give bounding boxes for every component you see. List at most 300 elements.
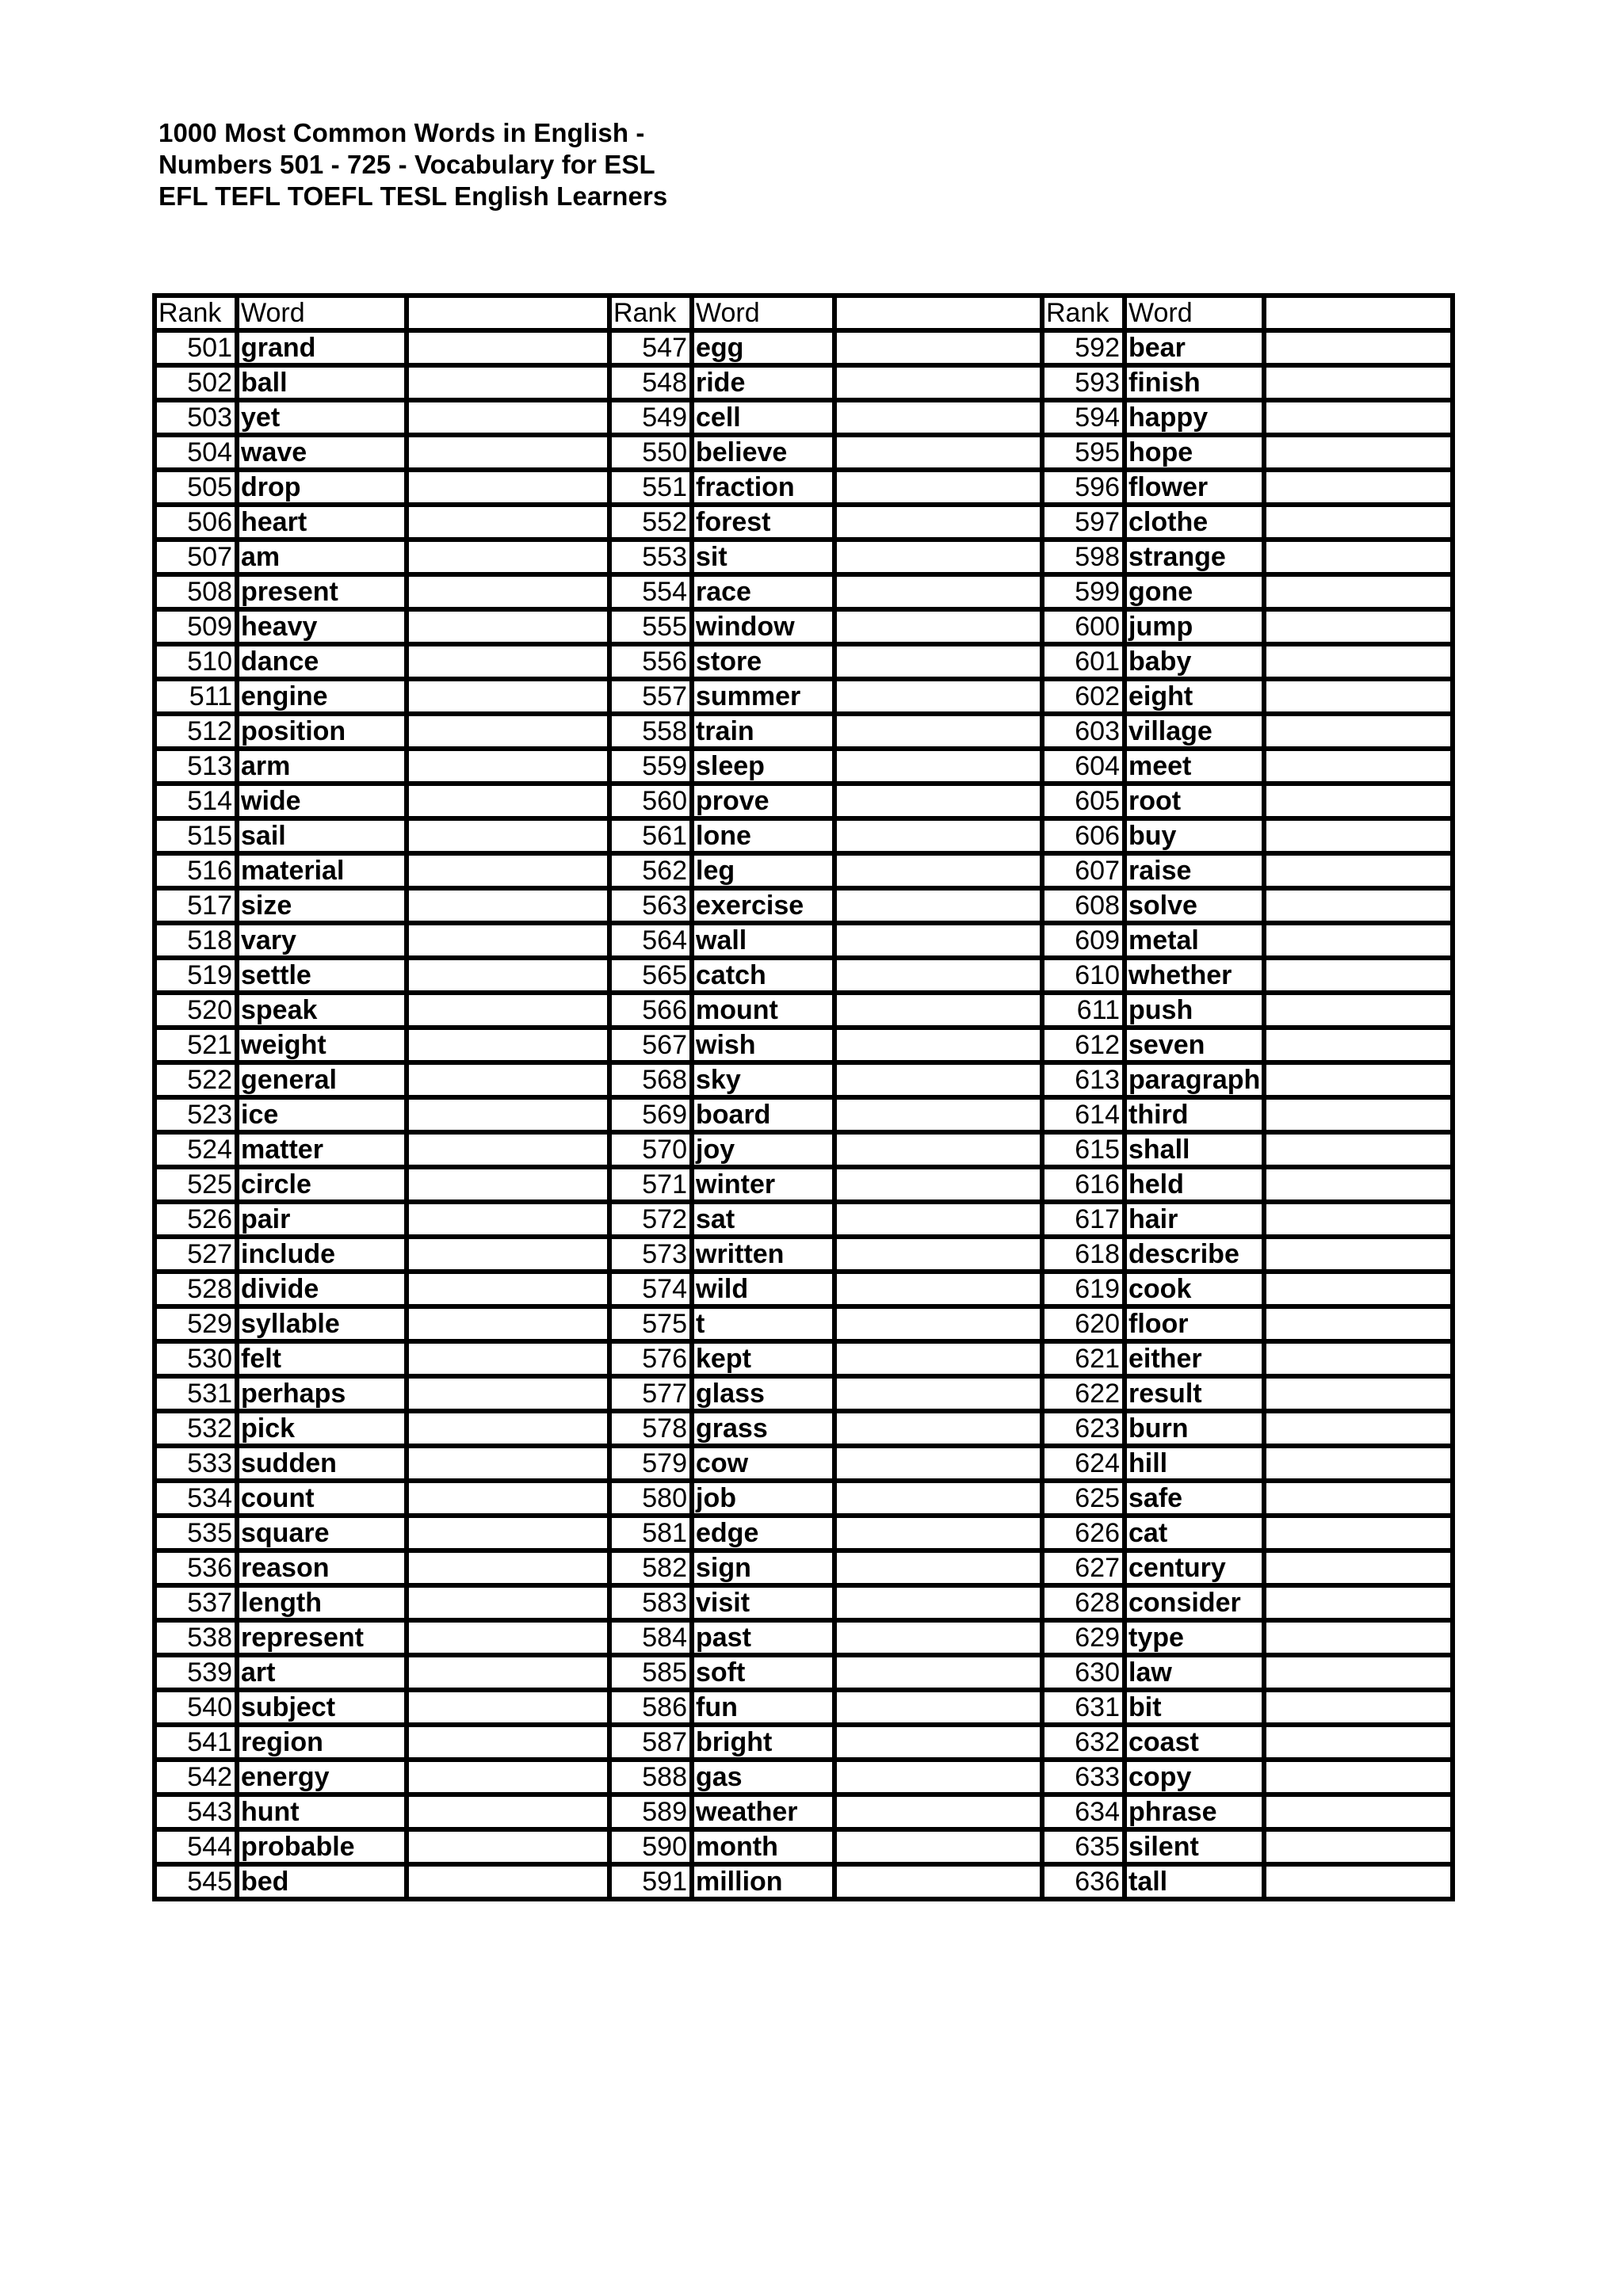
rank-cell: 597 [1042, 505, 1125, 540]
rank-cell: 633 [1042, 1760, 1125, 1794]
word-cell: eight [1125, 679, 1264, 714]
rank-cell: 513 [155, 749, 237, 784]
rank-cell: 517 [155, 888, 237, 923]
header-blank-cell [834, 296, 1042, 330]
rank-cell: 579 [609, 1446, 692, 1481]
word-cell: silent [1125, 1829, 1264, 1864]
blank-cell [834, 1725, 1042, 1760]
blank-cell [834, 1341, 1042, 1376]
rank-cell: 575 [609, 1306, 692, 1341]
rank-cell: 514 [155, 784, 237, 818]
word-cell: board [692, 1097, 834, 1132]
rank-cell: 632 [1042, 1725, 1125, 1760]
blank-cell [834, 330, 1042, 365]
rank-cell: 619 [1042, 1272, 1125, 1306]
blank-cell [1264, 470, 1453, 505]
word-cell: cat [1125, 1516, 1264, 1550]
table-row [155, 470, 1453, 505]
rank-cell: 510 [155, 644, 237, 679]
blank-cell [1264, 1306, 1453, 1341]
blank-cell [1264, 1411, 1453, 1446]
rank-cell: 515 [155, 818, 237, 853]
rank-cell: 533 [155, 1446, 237, 1481]
rank-cell: 550 [609, 435, 692, 470]
blank-cell [834, 1028, 1042, 1062]
word-cell: hope [1125, 435, 1264, 470]
blank-cell [834, 1690, 1042, 1725]
rank-cell: 559 [609, 749, 692, 784]
table-row [155, 1516, 1453, 1550]
word-cell: written [692, 1237, 834, 1272]
word-cell: store [692, 644, 834, 679]
rank-cell: 606 [1042, 818, 1125, 853]
table-row [155, 923, 1453, 958]
word-cell: joy [692, 1132, 834, 1167]
blank-cell [834, 818, 1042, 853]
blank-cell [407, 1097, 609, 1132]
blank-cell [1264, 540, 1453, 574]
rank-cell: 522 [155, 1062, 237, 1097]
word-cell: believe [692, 435, 834, 470]
word-cell: represent [237, 1620, 407, 1655]
table-row [155, 400, 1453, 435]
blank-cell [834, 1132, 1042, 1167]
rank-cell: 501 [155, 330, 237, 365]
rank-cell: 576 [609, 1341, 692, 1376]
rank-cell: 609 [1042, 923, 1125, 958]
word-cell: bright [692, 1725, 834, 1760]
word-cell: felt [237, 1341, 407, 1376]
rank-cell: 568 [609, 1062, 692, 1097]
rank-cell: 590 [609, 1829, 692, 1864]
blank-cell [1264, 1376, 1453, 1411]
rank-cell: 601 [1042, 644, 1125, 679]
blank-cell [1264, 923, 1453, 958]
blank-cell [407, 609, 609, 644]
blank-cell [1264, 679, 1453, 714]
rank-cell: 505 [155, 470, 237, 505]
rank-cell: 621 [1042, 1341, 1125, 1376]
blank-cell [407, 784, 609, 818]
header-blank-cell [1264, 296, 1453, 330]
rank-cell: 572 [609, 1202, 692, 1237]
word-cell: held [1125, 1167, 1264, 1202]
rank-cell: 598 [1042, 540, 1125, 574]
blank-cell [407, 1481, 609, 1516]
word-cell: sat [692, 1202, 834, 1237]
rank-cell: 552 [609, 505, 692, 540]
rank-cell: 565 [609, 958, 692, 993]
blank-cell [834, 1550, 1042, 1585]
rank-cell: 558 [609, 714, 692, 749]
header-rank: Rank [1042, 296, 1125, 330]
blank-cell [407, 714, 609, 749]
word-cell: sail [237, 818, 407, 853]
word-cell: raise [1125, 853, 1264, 888]
rank-cell: 528 [155, 1272, 237, 1306]
table-row [155, 1237, 1453, 1272]
header-rank: Rank [155, 296, 237, 330]
header-word: Word [1125, 296, 1264, 330]
rank-cell: 539 [155, 1655, 237, 1690]
blank-cell [407, 958, 609, 993]
word-cell: forest [692, 505, 834, 540]
word-cell: type [1125, 1620, 1264, 1655]
blank-cell [1264, 888, 1453, 923]
word-cell: ball [237, 365, 407, 400]
word-cell: kept [692, 1341, 834, 1376]
rank-cell: 529 [155, 1306, 237, 1341]
blank-cell [1264, 1829, 1453, 1864]
blank-cell [407, 888, 609, 923]
blank-cell [407, 1237, 609, 1272]
blank-cell [407, 1202, 609, 1237]
blank-cell [1264, 1341, 1453, 1376]
rank-cell: 612 [1042, 1028, 1125, 1062]
blank-cell [407, 400, 609, 435]
rank-cell: 618 [1042, 1237, 1125, 1272]
word-table [152, 293, 1455, 1901]
word-cell: cow [692, 1446, 834, 1481]
blank-cell [407, 1341, 609, 1376]
blank-cell [834, 505, 1042, 540]
rank-cell: 634 [1042, 1794, 1125, 1829]
rank-cell: 604 [1042, 749, 1125, 784]
word-cell: soft [692, 1655, 834, 1690]
blank-cell [834, 784, 1042, 818]
rank-cell: 628 [1042, 1585, 1125, 1620]
rank-cell: 605 [1042, 784, 1125, 818]
header-rank: Rank [609, 296, 692, 330]
rank-cell: 521 [155, 1028, 237, 1062]
word-cell: leg [692, 853, 834, 888]
blank-cell [834, 1760, 1042, 1794]
word-cell: prove [692, 784, 834, 818]
word-cell: winter [692, 1167, 834, 1202]
word-cell: push [1125, 993, 1264, 1028]
word-cell: energy [237, 1760, 407, 1794]
blank-cell [1264, 1028, 1453, 1062]
word-cell: result [1125, 1376, 1264, 1411]
title-line-2: Numbers 501 - 725 - Vocabulary for ESL [158, 150, 655, 179]
table-row [155, 1028, 1453, 1062]
rank-cell: 592 [1042, 330, 1125, 365]
word-cell: sleep [692, 749, 834, 784]
table-row [155, 1272, 1453, 1306]
word-cell: buy [1125, 818, 1264, 853]
word-cell: probable [237, 1829, 407, 1864]
table-row [155, 574, 1453, 609]
blank-cell [834, 1097, 1042, 1132]
table-row [155, 1481, 1453, 1516]
blank-cell [1264, 1167, 1453, 1202]
blank-cell [407, 1655, 609, 1690]
table-row [155, 1550, 1453, 1585]
table-row [155, 505, 1453, 540]
blank-cell [407, 365, 609, 400]
rank-cell: 531 [155, 1376, 237, 1411]
rank-cell: 556 [609, 644, 692, 679]
rank-cell: 586 [609, 1690, 692, 1725]
word-cell: baby [1125, 644, 1264, 679]
table-row [155, 365, 1453, 400]
blank-cell [1264, 1062, 1453, 1097]
blank-cell [407, 1550, 609, 1585]
blank-cell [407, 1690, 609, 1725]
word-cell: whether [1125, 958, 1264, 993]
word-cell: shall [1125, 1132, 1264, 1167]
rank-cell: 591 [609, 1864, 692, 1899]
word-cell: village [1125, 714, 1264, 749]
rank-cell: 596 [1042, 470, 1125, 505]
rank-cell: 507 [155, 540, 237, 574]
word-cell: bed [237, 1864, 407, 1899]
blank-cell [407, 1272, 609, 1306]
word-cell: speak [237, 993, 407, 1028]
word-cell: art [237, 1655, 407, 1690]
table-row [155, 993, 1453, 1028]
blank-cell [407, 1062, 609, 1097]
table-row [155, 1202, 1453, 1237]
rank-cell: 617 [1042, 1202, 1125, 1237]
word-cell: wild [692, 1272, 834, 1306]
word-cell: weight [237, 1028, 407, 1062]
table-row [155, 1864, 1453, 1899]
blank-cell [407, 1864, 609, 1899]
rank-cell: 524 [155, 1132, 237, 1167]
blank-cell [834, 1202, 1042, 1237]
word-cell: weather [692, 1794, 834, 1829]
blank-cell [834, 609, 1042, 644]
rank-cell: 594 [1042, 400, 1125, 435]
word-cell: wave [237, 435, 407, 470]
blank-cell [1264, 1132, 1453, 1167]
blank-cell [1264, 818, 1453, 853]
word-cell: summer [692, 679, 834, 714]
blank-cell [407, 505, 609, 540]
rank-cell: 519 [155, 958, 237, 993]
rank-cell: 599 [1042, 574, 1125, 609]
word-cell: root [1125, 784, 1264, 818]
rank-cell: 518 [155, 923, 237, 958]
rank-cell: 587 [609, 1725, 692, 1760]
word-cell: reason [237, 1550, 407, 1585]
word-cell: bit [1125, 1690, 1264, 1725]
rank-cell: 567 [609, 1028, 692, 1062]
rank-cell: 511 [155, 679, 237, 714]
word-cell: sign [692, 1550, 834, 1585]
blank-cell [407, 993, 609, 1028]
blank-cell [834, 1516, 1042, 1550]
word-cell: either [1125, 1341, 1264, 1376]
blank-cell [834, 644, 1042, 679]
blank-cell [1264, 1516, 1453, 1550]
table-row [155, 818, 1453, 853]
word-cell: present [237, 574, 407, 609]
rank-cell: 535 [155, 1516, 237, 1550]
blank-cell [1264, 1725, 1453, 1760]
document-title [158, 117, 667, 212]
word-cell: strange [1125, 540, 1264, 574]
word-cell: coast [1125, 1725, 1264, 1760]
word-cell: cook [1125, 1272, 1264, 1306]
word-cell: count [237, 1481, 407, 1516]
blank-cell [407, 749, 609, 784]
word-cell: syllable [237, 1306, 407, 1341]
word-cell: drop [237, 470, 407, 505]
table-row [155, 1341, 1453, 1376]
word-cell: fraction [692, 470, 834, 505]
word-cell: month [692, 1829, 834, 1864]
blank-cell [834, 1655, 1042, 1690]
rank-cell: 600 [1042, 609, 1125, 644]
word-cell: grand [237, 330, 407, 365]
word-cell: heart [237, 505, 407, 540]
header-blank-cell [407, 296, 609, 330]
word-cell: meet [1125, 749, 1264, 784]
word-cell: engine [237, 679, 407, 714]
word-cell: clothe [1125, 505, 1264, 540]
word-cell: phrase [1125, 1794, 1264, 1829]
rank-cell: 571 [609, 1167, 692, 1202]
header-word: Word [237, 296, 407, 330]
blank-cell [407, 1585, 609, 1620]
rank-cell: 613 [1042, 1062, 1125, 1097]
word-cell: hunt [237, 1794, 407, 1829]
rank-cell: 561 [609, 818, 692, 853]
blank-cell [1264, 1794, 1453, 1829]
word-cell: law [1125, 1655, 1264, 1690]
blank-cell [1264, 1202, 1453, 1237]
title-line-3: EFL TEFL TOEFL TESL English Learners [158, 181, 668, 211]
table-row [155, 749, 1453, 784]
table-row [155, 1097, 1453, 1132]
rank-cell: 542 [155, 1760, 237, 1794]
word-cell: vary [237, 923, 407, 958]
word-cell: t [692, 1306, 834, 1341]
word-cell: train [692, 714, 834, 749]
table-row [155, 1446, 1453, 1481]
blank-cell [1264, 1864, 1453, 1899]
rank-cell: 541 [155, 1725, 237, 1760]
blank-cell [407, 1167, 609, 1202]
rank-cell: 623 [1042, 1411, 1125, 1446]
rank-cell: 512 [155, 714, 237, 749]
blank-cell [407, 818, 609, 853]
rank-cell: 516 [155, 853, 237, 888]
rank-cell: 538 [155, 1620, 237, 1655]
blank-cell [407, 1028, 609, 1062]
rank-cell: 627 [1042, 1550, 1125, 1585]
rank-cell: 502 [155, 365, 237, 400]
blank-cell [1264, 400, 1453, 435]
rank-cell: 614 [1042, 1097, 1125, 1132]
word-cell: position [237, 714, 407, 749]
rank-cell: 527 [155, 1237, 237, 1272]
blank-cell [834, 888, 1042, 923]
table-row [155, 888, 1453, 923]
word-cell: settle [237, 958, 407, 993]
rank-cell: 580 [609, 1481, 692, 1516]
blank-cell [1264, 714, 1453, 749]
blank-cell [834, 470, 1042, 505]
table-row [155, 330, 1453, 365]
word-cell: seven [1125, 1028, 1264, 1062]
rank-cell: 525 [155, 1167, 237, 1202]
rank-cell: 504 [155, 435, 237, 470]
rank-cell: 574 [609, 1272, 692, 1306]
word-cell: flower [1125, 470, 1264, 505]
table-row [155, 1620, 1453, 1655]
blank-cell [834, 958, 1042, 993]
table-row [155, 1062, 1453, 1097]
word-cell: wall [692, 923, 834, 958]
blank-cell [834, 1062, 1042, 1097]
rank-cell: 537 [155, 1585, 237, 1620]
rank-cell: 636 [1042, 1864, 1125, 1899]
word-cell: describe [1125, 1237, 1264, 1272]
rank-cell: 602 [1042, 679, 1125, 714]
rank-cell: 625 [1042, 1481, 1125, 1516]
word-cell: include [237, 1237, 407, 1272]
blank-cell [1264, 609, 1453, 644]
rank-cell: 553 [609, 540, 692, 574]
rank-cell: 508 [155, 574, 237, 609]
blank-cell [1264, 1272, 1453, 1306]
blank-cell [834, 1306, 1042, 1341]
rank-cell: 564 [609, 923, 692, 958]
blank-cell [1264, 1655, 1453, 1690]
word-cell: catch [692, 958, 834, 993]
word-cell: divide [237, 1272, 407, 1306]
blank-cell [407, 1760, 609, 1794]
blank-cell [407, 1446, 609, 1481]
word-cell: window [692, 609, 834, 644]
table-row [155, 1132, 1453, 1167]
word-cell: am [237, 540, 407, 574]
word-cell: dance [237, 644, 407, 679]
rank-cell: 589 [609, 1794, 692, 1829]
rank-cell: 503 [155, 400, 237, 435]
table-row [155, 958, 1453, 993]
word-cell: past [692, 1620, 834, 1655]
title-line-1: 1000 Most Common Words in English - [158, 118, 645, 147]
rank-cell: 549 [609, 400, 692, 435]
word-cell: egg [692, 330, 834, 365]
word-cell: solve [1125, 888, 1264, 923]
word-cell: glass [692, 1376, 834, 1411]
word-cell: ride [692, 365, 834, 400]
rank-cell: 551 [609, 470, 692, 505]
rank-cell: 595 [1042, 435, 1125, 470]
rank-cell: 603 [1042, 714, 1125, 749]
table-row [155, 1167, 1453, 1202]
rank-cell: 562 [609, 853, 692, 888]
word-cell: sky [692, 1062, 834, 1097]
word-cell: gone [1125, 574, 1264, 609]
table-row [155, 1306, 1453, 1341]
word-cell: visit [692, 1585, 834, 1620]
blank-cell [1264, 749, 1453, 784]
rank-cell: 616 [1042, 1167, 1125, 1202]
word-cell: sudden [237, 1446, 407, 1481]
rank-cell: 624 [1042, 1446, 1125, 1481]
blank-cell [834, 749, 1042, 784]
blank-cell [1264, 435, 1453, 470]
blank-cell [407, 853, 609, 888]
rank-cell: 631 [1042, 1690, 1125, 1725]
word-cell: mount [692, 993, 834, 1028]
